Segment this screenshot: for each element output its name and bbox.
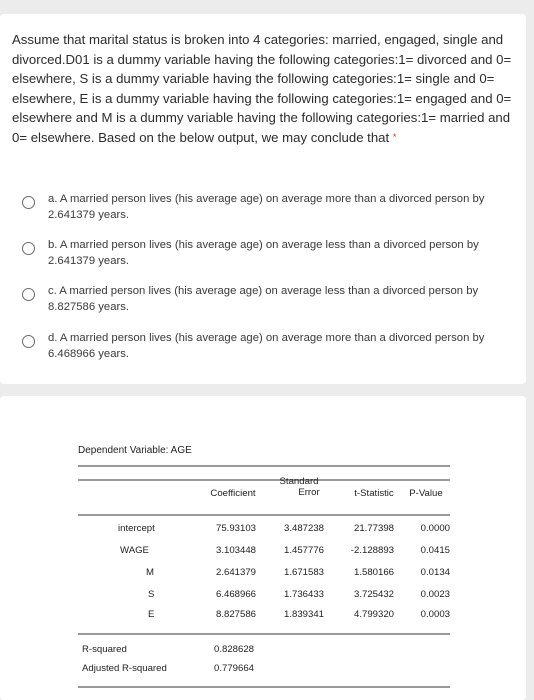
- header-standard: Standard: [279, 476, 319, 487]
- row-p: 0.0415: [420, 545, 450, 556]
- footer-rule: [78, 686, 450, 688]
- row-coef: 2.641379: [215, 567, 256, 578]
- row-name: WAGE: [120, 545, 149, 556]
- table-bottom-rule: [78, 633, 450, 635]
- option-a-radio[interactable]: [22, 196, 35, 209]
- row-coef: 75.93103: [215, 523, 256, 534]
- header-tstatistic: t-Statistic: [354, 488, 394, 499]
- row-se: 1.839341: [283, 609, 324, 620]
- row-t: 3.725432: [353, 589, 394, 600]
- option-c[interactable]: [22, 284, 502, 324]
- row-t: 4.799320: [353, 609, 394, 620]
- row-coef: 8.827586: [215, 609, 256, 620]
- option-a[interactable]: [22, 192, 502, 232]
- header-pvalue: P-Value: [409, 488, 443, 499]
- row-p: 0.0003: [420, 609, 450, 620]
- option-d-radio[interactable]: [22, 335, 35, 348]
- option-d-label: d. A married person lives (his average age) on average more than a divorced person by 6.468966 years.: [48, 332, 485, 360]
- header-top-rule: [78, 479, 450, 481]
- row-se: 1.671583: [283, 567, 324, 578]
- row-name: M: [146, 567, 154, 578]
- row-p: 0.0023: [420, 589, 450, 600]
- required-mark: *: [392, 131, 397, 142]
- row-se: 1.736433: [283, 589, 324, 600]
- option-c-radio[interactable]: [22, 288, 35, 301]
- row-t: -2.128893: [350, 545, 394, 556]
- question-body: Assume that marital status is broken into 4 categories: married, engaged, single and divorced.D01 is a dummy variable having the following categories:1= divorced and 0= elsewhere, S is a dummy variable having the following categories:1= single and 0= elsewhere, E is a dummy variable having the following categories:1= engaged and 0= elsewhere and M is a dummy variable having the following categories:1= married and 0= elsewhere. Based on the below output, we may conclude that: [12, 32, 512, 145]
- row-name: S: [148, 589, 155, 600]
- row-t: 21.77398: [353, 523, 394, 534]
- option-b[interactable]: [22, 238, 502, 278]
- option-d[interactable]: [22, 331, 502, 371]
- row-coef: 3.103448: [215, 545, 256, 556]
- rsquared-value: 0.828628: [214, 644, 255, 655]
- row-se: 3.487238: [283, 523, 324, 534]
- top-rule: [78, 465, 450, 467]
- option-b-radio[interactable]: [22, 242, 35, 255]
- option-b-label: b. A married person lives (his average age) on average less than a divorced person by 2.641379 years.: [48, 239, 479, 267]
- row-t: 1.580166: [353, 567, 394, 578]
- header-coefficient: Coefficient: [210, 488, 256, 499]
- option-a-label: a. A married person lives (his average age) on average more than a divorced person by 2.641379 years.: [48, 193, 485, 221]
- row-p: 0.0000: [420, 523, 450, 534]
- row-se: 1.457776: [283, 545, 324, 556]
- dependent-variable-label: Dependent Variable: AGE: [78, 445, 192, 456]
- row-coef: 6.468966: [215, 589, 256, 600]
- question-card: [0, 14, 526, 384]
- header-bottom-rule: [78, 514, 450, 516]
- header-error: Error: [298, 487, 320, 498]
- adjusted-rsquared-value: 0.779664: [214, 663, 255, 674]
- regression-output-image: [0, 396, 526, 700]
- row-p: 0.0134: [420, 567, 450, 578]
- row-name: E: [148, 609, 155, 620]
- rsquared-label: R-squared: [82, 644, 127, 655]
- option-c-label: c. A married person lives (his average age) on average less than a divorced person by 8.827586 years.: [48, 285, 479, 313]
- question-text: [12, 30, 512, 148]
- row-name: intercept: [118, 523, 155, 534]
- adjusted-rsquared-label: Adjusted R-squared: [82, 663, 167, 674]
